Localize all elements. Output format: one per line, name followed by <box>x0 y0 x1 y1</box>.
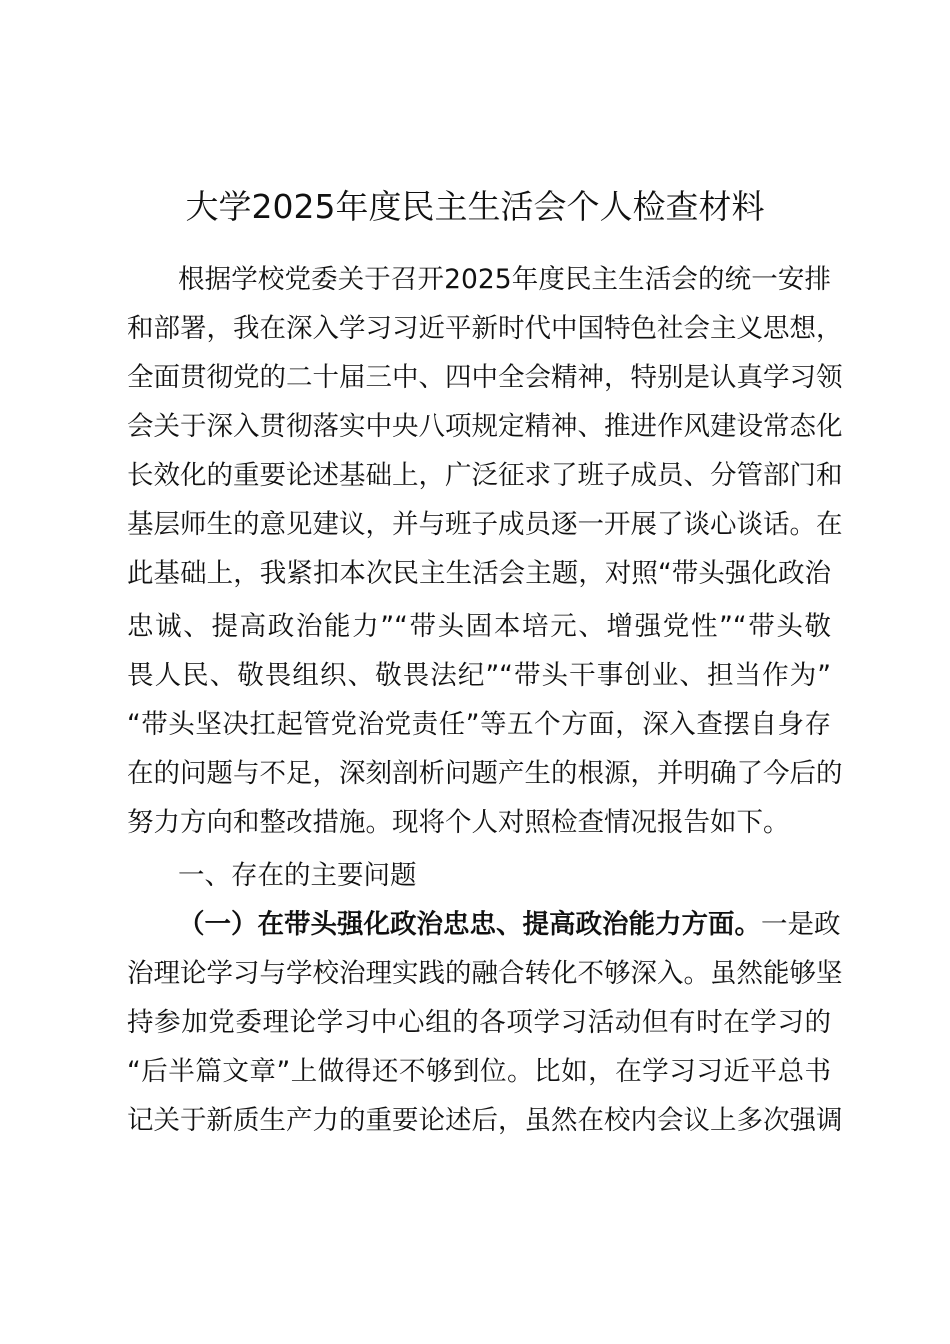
section-heading: 一、存在的主要问题 <box>178 860 417 891</box>
paragraph-line: 治理论学习与学校治理实践的融合转化不够深入。虽然能够坚 <box>127 958 843 989</box>
paragraph-line: 畏人民、敬畏组织、敬畏法纪”“带头干事创业、担当作为” <box>127 660 831 691</box>
paragraph-line: 长效化的重要论述基础上，广泛征求了班子成员、分管部门和 <box>127 460 843 491</box>
paragraph-line: 会关于深入贯彻落实中央八项规定精神、推进作风建设常态化 <box>127 411 843 442</box>
paragraph-line: “后半篇文章”上做得还不够到位。比如，在学习习近平总书 <box>127 1056 831 1087</box>
paragraph-line: 努力方向和整改措施。现将个人对照检查情况报告如下。 <box>127 807 790 838</box>
paragraph-line: 根据学校党委关于召开2025年度民主生活会的统一安排 <box>178 264 831 295</box>
paragraph-line: 基层师生的意见建议，并与班子成员逐一开展了谈心谈话。在 <box>127 509 843 540</box>
subsection-first-line-rest: 一是政 <box>761 909 841 940</box>
paragraph-line: 记关于新质生产力的重要论述后，虽然在校内会议上多次强调 <box>127 1105 843 1136</box>
document-title: 大学2025年度民主生活会个人检查材料 <box>185 187 765 226</box>
paragraph-line: “带头坚决扛起管党治党责任”等五个方面，深入查摆自身存 <box>127 709 831 740</box>
paragraph-line: 和部署，我在深入学习习近平新时代中国特色社会主义思想， <box>127 313 843 344</box>
subsection-heading: （一）在带头强化政治忠忠、提高政治能力方面。 <box>178 909 761 940</box>
paragraph-line: 在的问题与不足，深刻剖析问题产生的根源，并明确了今后的 <box>127 758 843 789</box>
paragraph-line: 忠诚、提高政治能力”“带头固本培元、增强党性”“带头敬 <box>127 611 831 642</box>
subsection-first-line <box>178 905 841 945</box>
paragraph-line: 全面贯彻党的二十届三中、四中全会精神，特别是认真学习领 <box>127 362 843 393</box>
paragraph-line: 持参加党委理论学习中心组的各项学习活动但有时在学习的 <box>127 1007 831 1038</box>
paragraph-line: 此基础上，我紧扣本次民主生活会主题，对照“带头强化政治 <box>127 558 831 589</box>
